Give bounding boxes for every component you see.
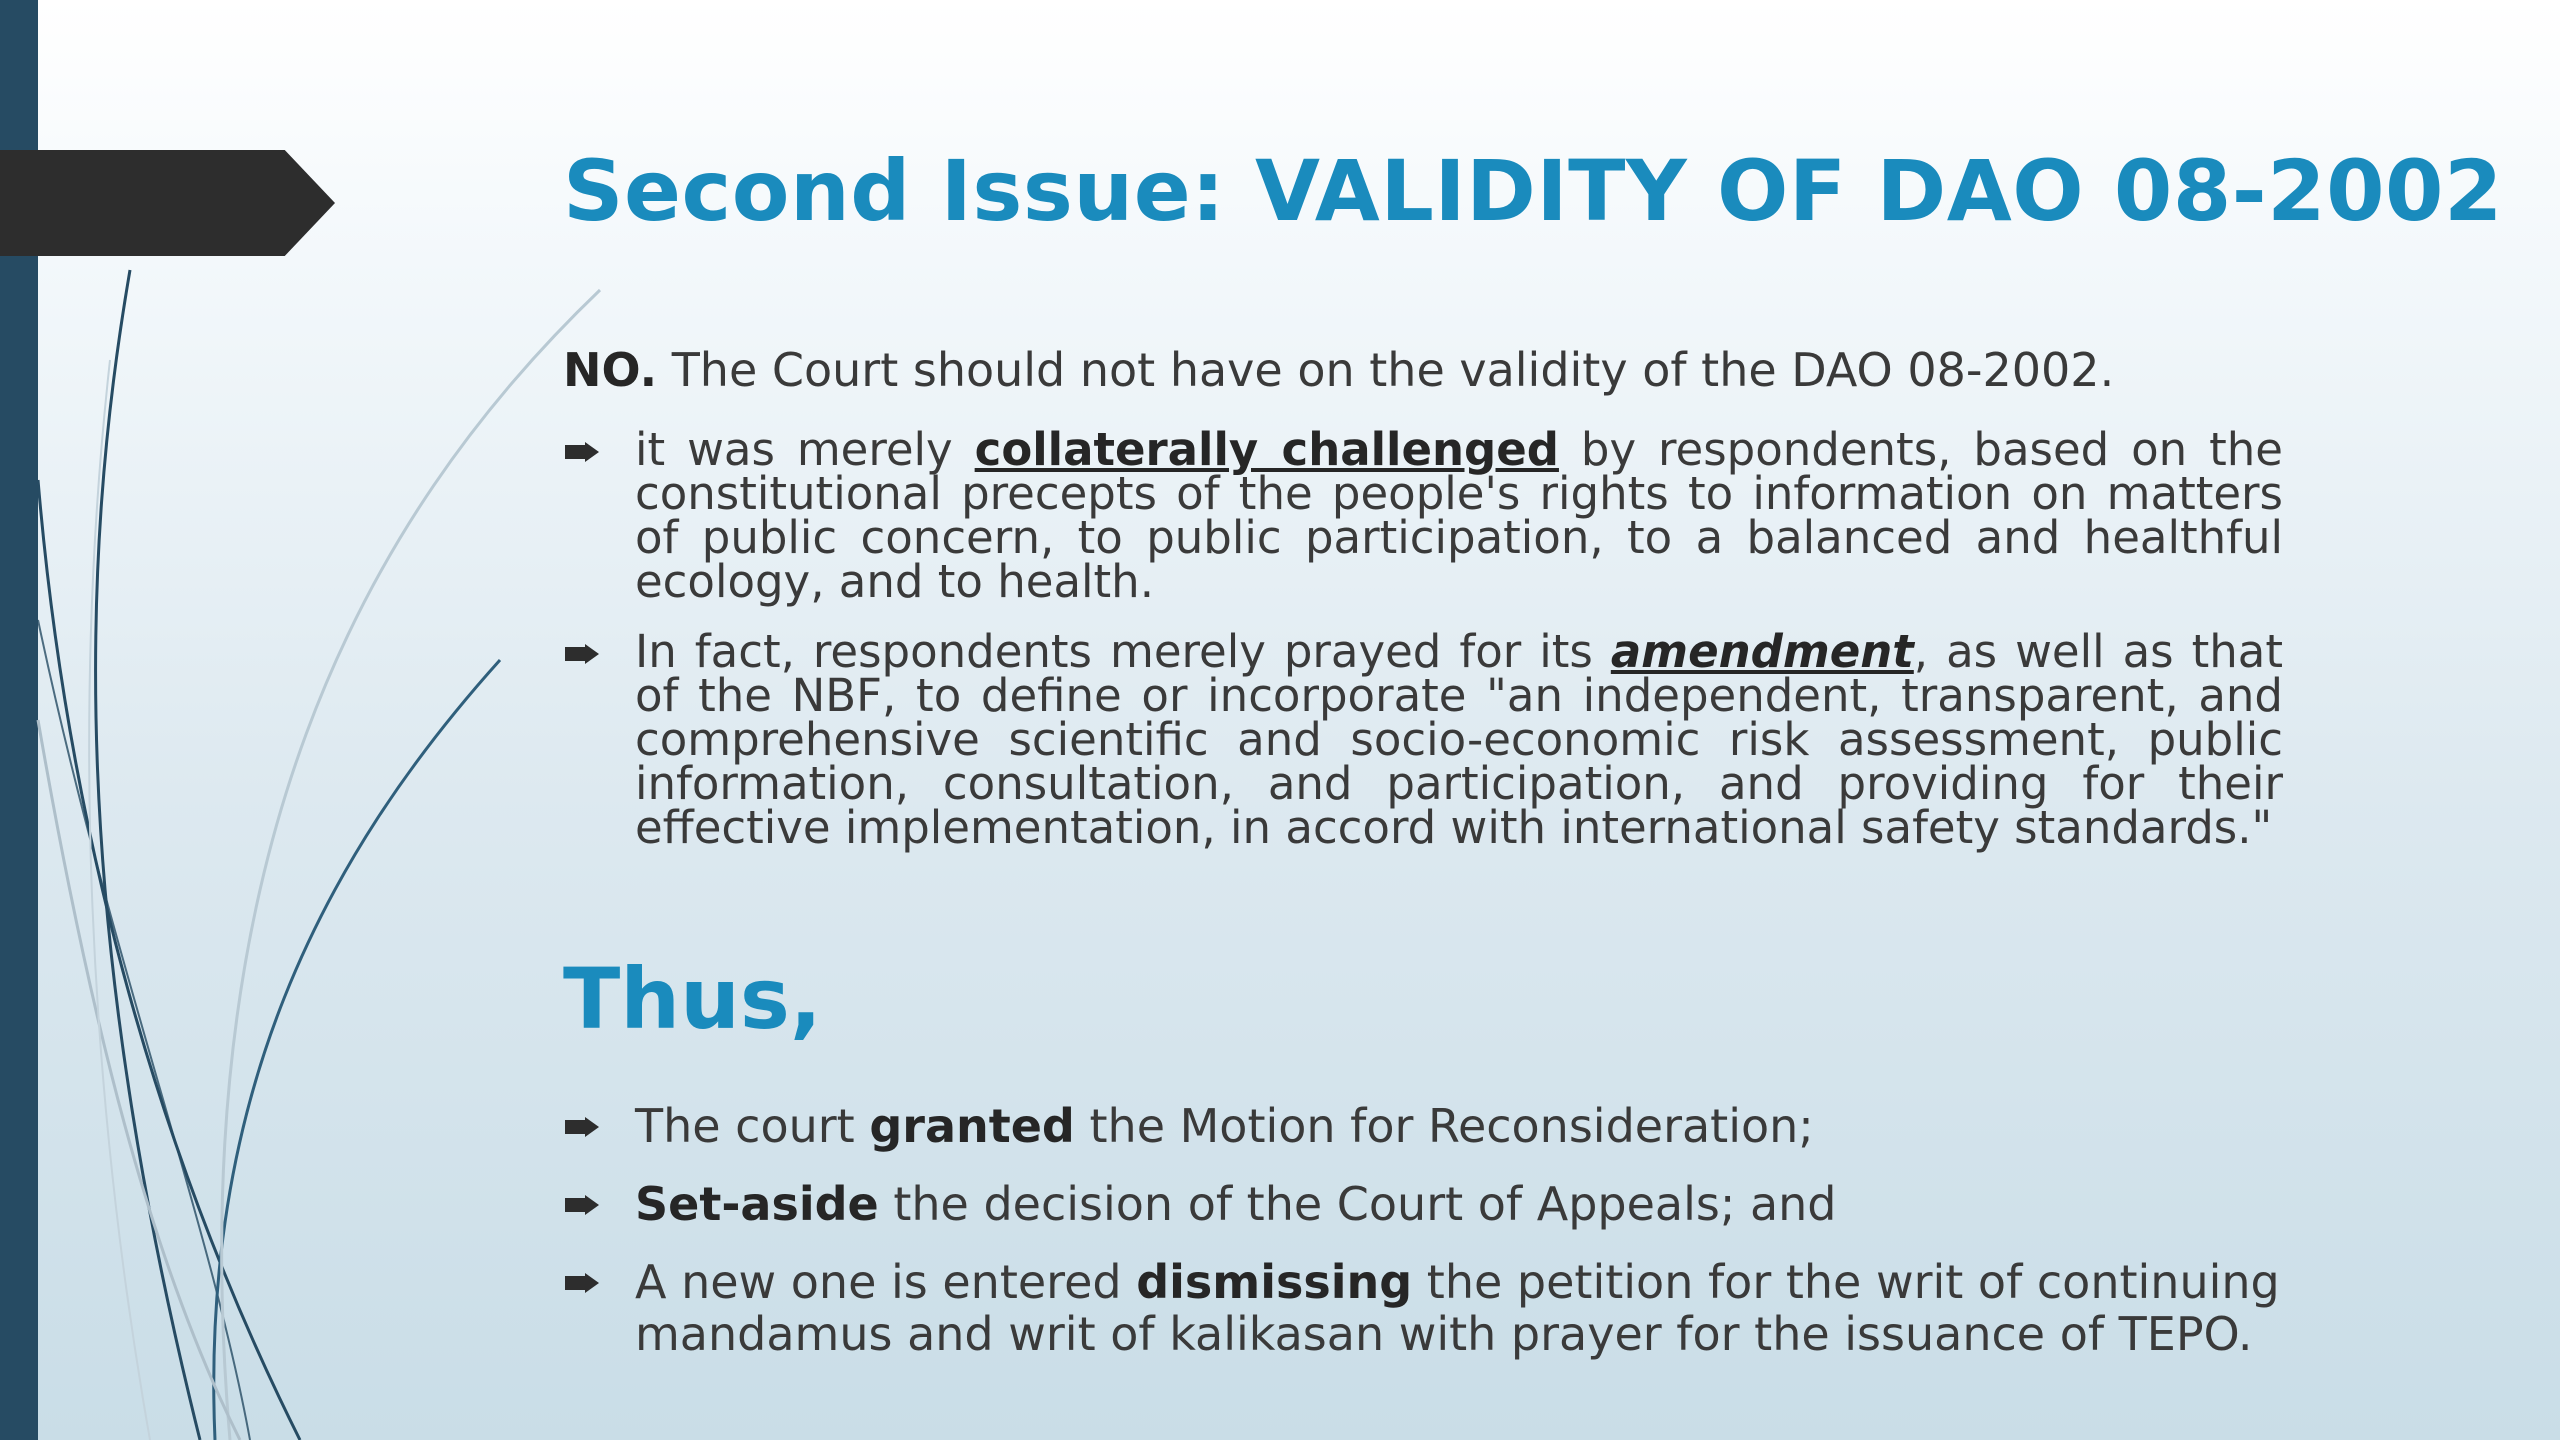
conclusion-heading: Thus,: [563, 950, 822, 1048]
list-item: [563, 423, 2283, 608]
list-item: [563, 1178, 2283, 1230]
emphasis-text: dismissing: [1136, 1255, 1413, 1309]
arrow-bullet-icon: [565, 1195, 599, 1215]
list-item: [563, 1256, 2283, 1360]
bullet-text: it was merely: [635, 423, 975, 476]
arrow-bullet-icon: [565, 1117, 599, 1137]
lead-paragraph: [563, 340, 2283, 400]
title-arrow-tab: [0, 150, 335, 256]
list-item: [563, 625, 2283, 854]
bullet-text: the petition for the writ of continuing mandamus and writ of kalikasan with prayer for the issuance of TEPO.: [635, 1255, 2280, 1361]
emphasis-text: amendment: [1610, 625, 1914, 678]
lead-answer: NO.: [563, 343, 658, 397]
arrow-bullet-icon: [565, 442, 599, 462]
bullet-text: , as well as that of the NBF, to define or incorporate "an independent, transparent, and comprehensive scientific and socio-economic risk assessment, public information, consultation, and participation, and providing for their effective implementation, in accord with international safety standards.": [635, 625, 2283, 854]
emphasis-text: granted: [869, 1099, 1075, 1153]
slide-title: Second Issue: VALIDITY OF DAO 08-2002: [563, 142, 2503, 240]
emphasis-text: Set-aside: [635, 1177, 879, 1231]
list-item: [563, 1100, 2283, 1152]
issue-bullet-list: [563, 423, 2283, 854]
bullet-text: A new one is entered: [635, 1255, 1137, 1309]
arrow-bullet-icon: [565, 644, 599, 664]
bullet-text: In fact, respondents merely prayed for its: [635, 625, 1611, 678]
arrow-bullet-icon: [565, 1273, 599, 1293]
bullet-text: the Motion for Reconsideration;: [1074, 1099, 1814, 1153]
bullet-text: by respondents, based on the constitutional precepts of the people's rights to information on matters of public concern, to public participation, to a balanced and healthful ecology, and to health.: [635, 423, 2283, 608]
issue-body: [563, 340, 2283, 876]
conclusion-bullet-list: [563, 1100, 2283, 1360]
lead-text: The Court should not have on the validity of the DAO 08-2002.: [657, 343, 2115, 397]
conclusion-body: [563, 1100, 2283, 1386]
bullet-text: The court: [635, 1099, 870, 1153]
bullet-text: the decision of the Court of Appeals; and: [878, 1177, 1837, 1231]
emphasis-text: collaterally challenged: [974, 423, 1559, 476]
